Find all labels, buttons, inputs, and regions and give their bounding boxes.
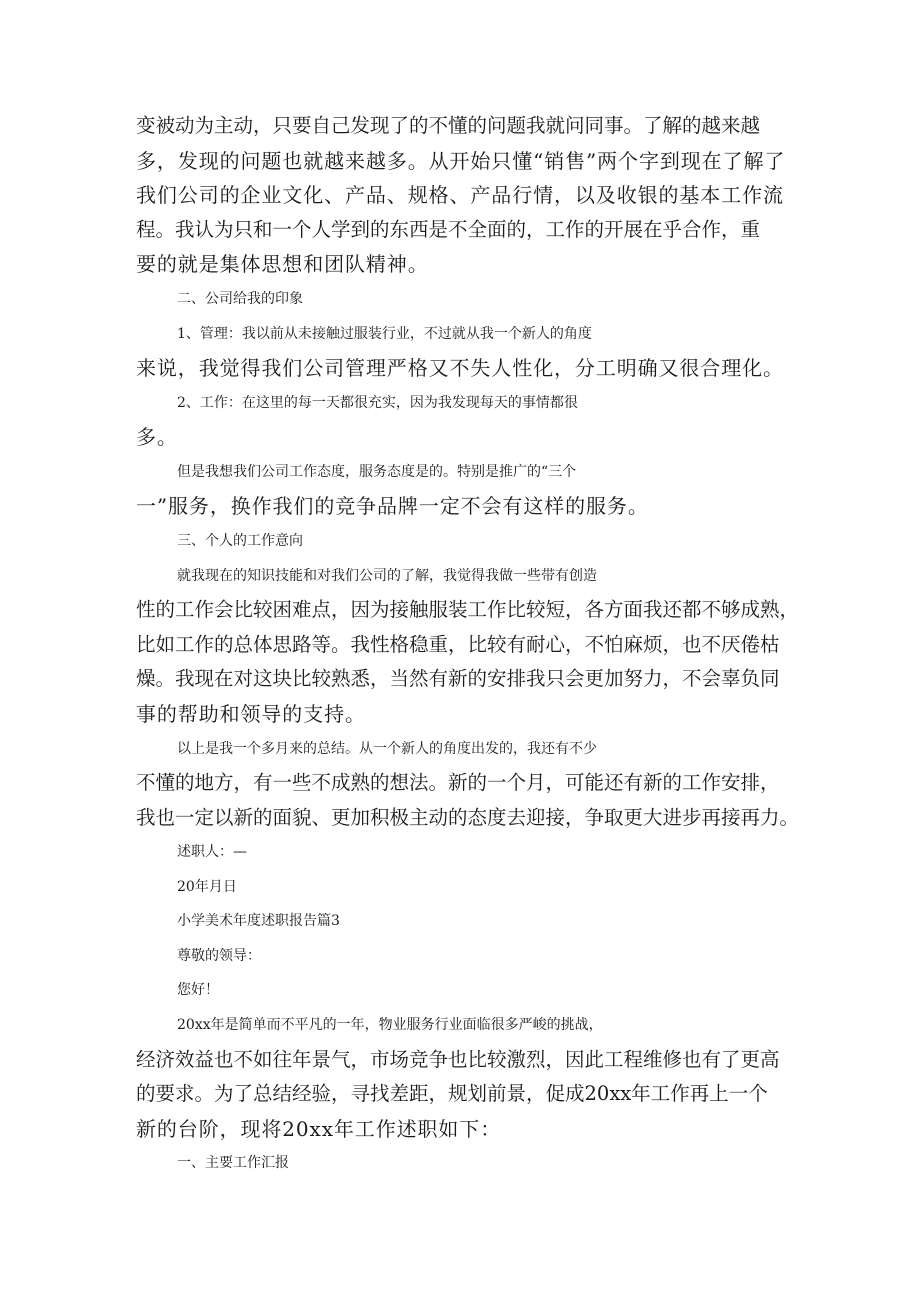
- paragraph-line: 2、工作：在这里的每一天都很充实，因为我发现每天的事情都很: [177, 395, 578, 411]
- section-heading: 二、公司给我的印象: [177, 291, 303, 307]
- paragraph-line: 多，发现的问题也就越来越多。从开始只懂“销售”两个字到现在了解了: [136, 149, 786, 173]
- date-line: 20年月日: [177, 879, 237, 895]
- paragraph-line: 要的就是集体思想和团队精神。: [136, 252, 429, 276]
- section-heading: 三、个人的工作意向: [177, 533, 303, 549]
- paragraph-line: 多。: [136, 425, 178, 449]
- paragraph-line: 但是我想我们公司工作态度，服务态度是的。特别是推广的“三个: [177, 464, 577, 480]
- paragraph-line: 新的台阶，现将20xx年工作述职如下：: [136, 1117, 502, 1141]
- report-title: 小学美术年度述职报告篇3: [177, 913, 340, 929]
- signature-line: 述职人：—: [177, 844, 247, 860]
- paragraph-line: 1、管理：我以前从未接触过服装行业，不过就从我一个新人的角度: [177, 326, 592, 342]
- paragraph-line: 来说，我觉得我们公司管理严格又不失人性化，分工明确又很合理化。: [136, 356, 784, 380]
- paragraph-line: 我也一定以新的面貌、更加积极主动的态度去迎接，争取更大进步再接再力。: [136, 806, 800, 829]
- paragraph-line: 经济效益也不如往年景气，市场竞争也比较激烈，因此工程维修也有了更高: [136, 1048, 780, 1071]
- paragraph-line: 以上是我一个多月来的总结。从一个新人的角度出发的，我还有不少: [177, 741, 597, 757]
- paragraph-line: 的要求。为了总结经验，寻找差距，规划前景，促成20xx年工作再上一个: [136, 1082, 768, 1105]
- paragraph-line: 就我现在的知识技能和对我们公司的了解，我觉得我做一些带有创造: [177, 568, 597, 584]
- paragraph-line: 我们公司的企业文化、产品、规格、产品行情，以及收银的基本工作流: [136, 183, 784, 207]
- paragraph-line: 变被动为主动，只要自己发现了的不懂的问题我就问同事。了解的越来越: [136, 114, 761, 137]
- section-heading: 一、主要工作汇报: [177, 1155, 289, 1171]
- paragraph-line: 不懂的地方，有一些不成熟的想法。新的一个月，可能还有新的工作安排，: [136, 771, 780, 794]
- greeting: 您好！: [177, 982, 219, 998]
- paragraph-line: 一”服务，换作我们的竞争品牌一定不会有这样的服务。: [136, 494, 649, 518]
- paragraph-line: 燥。我现在对这块比较熟悉，当然有新的安排我只会更加努力，不会辜负同: [136, 667, 780, 690]
- salutation: 尊敬的领导：: [177, 948, 261, 964]
- paragraph-line: 比如工作的总体思路等。我性格稳重，比较有耐心，不怕麻烦，也不厌倦枯: [136, 633, 780, 656]
- paragraph-line: 事的帮助和领导的支持。: [136, 702, 366, 726]
- paragraph-line: 性的工作会比较困难点，因为接触服装工作比较短，各方面我还都不够成熟，: [136, 598, 800, 621]
- paragraph-line: 20xx年是简单而不平凡的一年，物业服务行业面临很多严峻的挑战，: [177, 1017, 603, 1033]
- paragraph-line: 程。我认为只和一个人学到的东西是不全面的，工作的开展在乎合作，重: [136, 218, 761, 241]
